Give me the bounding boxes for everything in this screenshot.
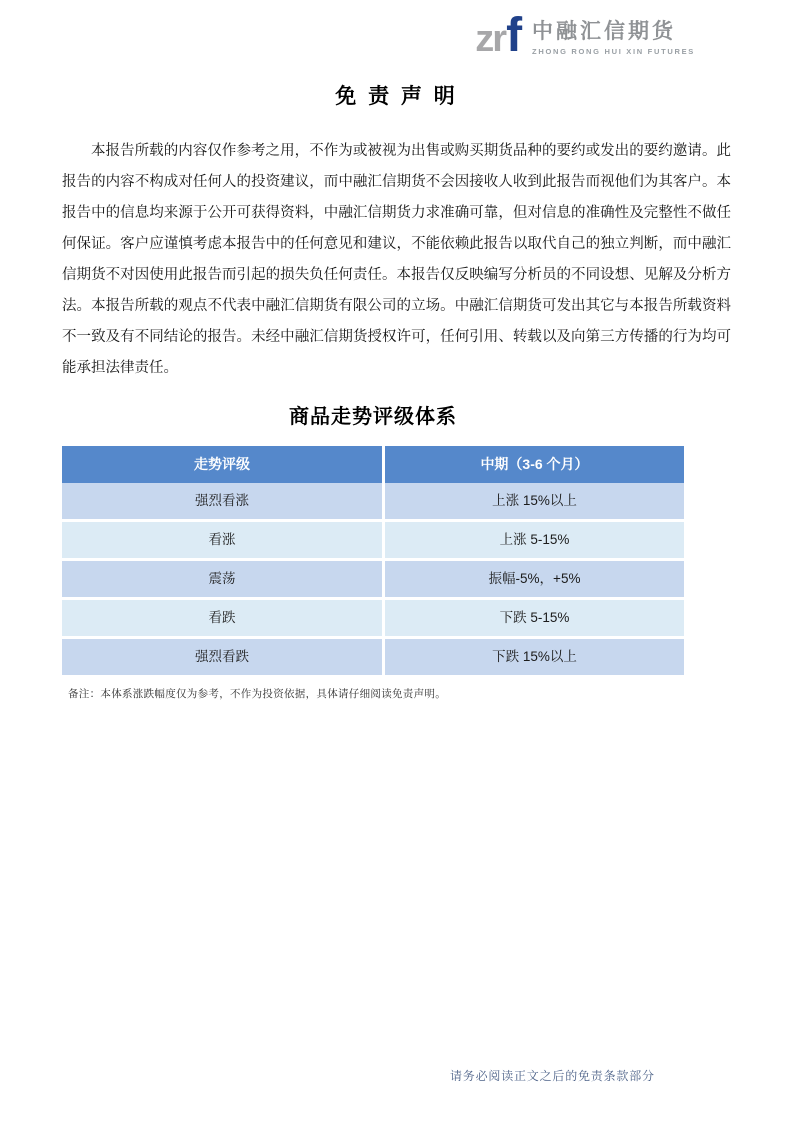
- company-logo: [475, 9, 695, 62]
- table-row: [62, 522, 684, 558]
- logo-names: [532, 14, 695, 56]
- table-row: [62, 600, 684, 636]
- logo-zr-letters: zr: [475, 18, 506, 60]
- company-name-cn: 中融汇信期货: [532, 20, 677, 43]
- logo-zrf-mark: [475, 9, 523, 62]
- rating-cell: 看涨: [62, 522, 382, 558]
- table-row: [62, 561, 684, 597]
- table-row: [62, 639, 684, 675]
- range-cell: 下跌 5-15%: [385, 600, 684, 636]
- rating-cell: 强烈看涨: [62, 483, 382, 519]
- rating-cell: 看跌: [62, 600, 382, 636]
- table-header-midterm: 中期（3-6 个月）: [385, 446, 684, 483]
- footer-disclaimer-reminder: 请务必阅读正文之后的免责条款部分: [450, 1069, 655, 1083]
- company-name-en: ZHONG RONG HUI XIN FUTURES: [532, 47, 695, 56]
- disclaimer-paragraph: 本报告所载的内容仅作参考之用，不作为或被视为出售或购买期货品种的要约或发出的要约邀请。此报告的内容不构成对任何人的投资建议，而中融汇信期货不会因接收人收到此报告而视他们为其客户。本报告中的信息均来源于公开可获得资料，中融汇信期货力求准确可靠，但对信息的准确性及完整性不做任何保证。客户应谨慎考虑本报告中的任何意见和建议，不能依赖此报告以取代自己的独立判断，而中融汇信期货不对因使用此报告而引起的损失负任何责任。本报告仅反映编写分析员的不同设想、见解及分析方法。本报告所载的观点不代表中融汇信期货有限公司的立场。中融汇信期货可发出其它与本报告所载资料不一致及有不同结论的报告。未经中融汇信期货授权许可，任何引用、转载以及向第三方传播的行为均可能承担法律责任。: [62, 143, 731, 376]
- table-header-rating: 走势评级: [62, 446, 382, 483]
- table-row: [62, 483, 684, 519]
- table-note: 备注：本体系涨跌幅度仅为参考，不作为投资依据，具体请仔细阅读免责声明。: [68, 689, 446, 700]
- table-header-row: [62, 446, 684, 483]
- range-cell: 上涨 15%以上: [385, 483, 684, 519]
- rating-table: [62, 446, 684, 675]
- page-title: 免 责 声 明: [335, 85, 458, 108]
- table-body: [62, 483, 684, 675]
- rating-cell: 强烈看跌: [62, 639, 382, 675]
- logo-f-letter: f: [506, 9, 523, 62]
- range-cell: 振幅-5%，+5%: [385, 561, 684, 597]
- rating-cell: 震荡: [62, 561, 382, 597]
- range-cell: 下跌 15%以上: [385, 639, 684, 675]
- section-title: 商品走势评级体系: [289, 406, 457, 428]
- range-cell: 上涨 5-15%: [385, 522, 684, 558]
